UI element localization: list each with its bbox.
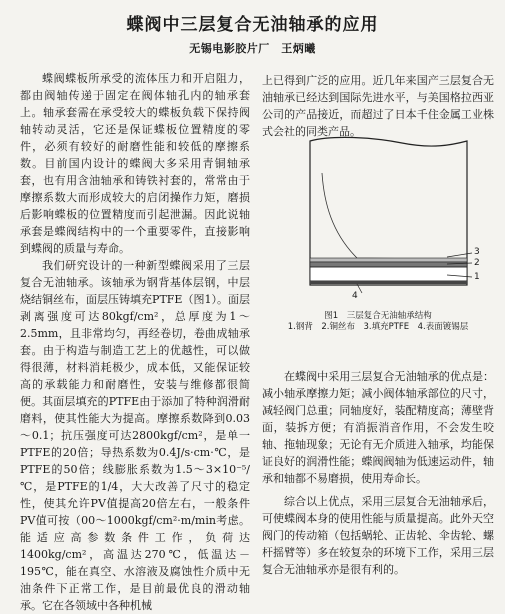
- layer-steel-back: [310, 267, 467, 281]
- figure-label-1: 1: [474, 272, 480, 282]
- article-title: 蝶阀中三层复合无油轴承的应用: [126, 15, 379, 35]
- figure-label-4: 4: [352, 291, 358, 301]
- figure-bearing-structure: [262, 133, 494, 343]
- article-authors: 无锡电影胶片厂 王炳曦: [189, 42, 316, 55]
- paragraph-design: 我们研究设计的一种新型蝶阀采用了三层复合无油轴承。该轴承为钢背基体层钢，中层烧结铜丝布，面层压铸填充PTFE（图1）。面层剥离强度可达80kgf/cm²，总厚度为1～2.5mm，且非常均匀，再经卷切，卷曲成轴承套。由于构造与制造工艺上的优越性，可以做得很薄，材料消耗极少，成本低，又能保证较高的承载能力和耐磨性，安装与维修都很简便。其面层填充的PTFE由于添加了特种润滑耐磨料，使其性能大为提高。摩擦系数降到0.03～0.1；抗压强度可达2800kgf/cm²，是单一PTFE的20倍；导热系数为0.4J/s·cm·℃，是PTFE的50倍；线膨胀系数为1.5～3×10⁻⁵/℃，是PTFE的1/4，大大改善了尺寸的稳定性，使其允许PV值提高20倍左右，一般条件PV值可按（00～1000kgf/cm²·m/min考虑。能适应高参数条件工作，负荷达1400kg/cm²，高温达270℃，低温达－195℃，能在真空、水溶液及腐蚀性介质中无油条件下正常工作，是目前最优良的滑动轴承。它在各领域中各种机械: [20, 259, 250, 612]
- bearing-cross-section-diagram: [262, 133, 494, 308]
- figure-caption-title: 图1 三层复合无油轴承结构: [324, 311, 432, 321]
- right-column-bottom: [262, 368, 494, 578]
- left-column: [20, 70, 250, 614]
- paragraph-continuation: 上已得到广泛的应用。近几年来国产三层复合无油轴承已经达到国际先进水平，与美国格拉西亚公司的产品接近，而超过了日本千住金属工业株式会社的同类产品。: [262, 74, 494, 138]
- figure-caption: [262, 311, 494, 333]
- figure-curve: [322, 173, 467, 259]
- layer-copper-mesh: [310, 262, 467, 267]
- layer-ptfe: [310, 258, 467, 262]
- figure-label-2: 2: [474, 258, 480, 268]
- layer-tin-plating: [310, 281, 467, 284]
- paragraph-intro: 蝶阀蝶板所承受的流体压力和开启阻力，都由阀轴传递于固定在阀体轴孔内的轴承套上。轴承套需在承受较大的蝶板负载下保持阀轴转动灵活，它还是保证蝶板位置精度的零件，必须有较好的耐磨性能和较低的摩擦系数。目前国内设计的蝶阀大多采用青铜轴承套，也有用含油轴承和铸铁衬套的，常常由于摩擦系数大而形成较大的启闭操作力矩，磨损后影响蝶板的位置精度而引起泄漏。因此说轴承套是蝶阀结构中的一个重要零件，直接影响到蝶阀的质量与寿命。: [20, 72, 250, 255]
- figure-label-3: 3: [474, 247, 480, 257]
- right-column-top: [262, 72, 494, 140]
- paragraph-advantages: 在蝶阀中采用三层复合无油轴承的优点是：减小轴承摩擦力矩；减小阀体轴承部位的尺寸，减轻阀门总重；同轴度好，装配精度高；薄壁背面，装拆方便；有消振消音作用，不会发生咬轴、拖轴现象；无论有无介质进入轴承，均能保证良好的润滑性能；蝶阀阀轴为低速运动件，轴承和轴都不易磨损，使用寿命长。: [262, 370, 494, 485]
- paragraph-conclusion: 综合以上优点，采用三层复合无油轴承后，可使蝶阀本身的使用性能与质量提高。此外天空阀门的传动箱（包括蜗轮、正齿轮、伞齿轮、螺杆摇臂等）多在较复杂的环境下工作，采用三层复合无油轴承亦是很有利的。: [262, 495, 494, 576]
- figure-caption-legend: 1.钢背 2.铜丝布 3.填充PTFE 4.表面镀锡层: [287, 322, 469, 332]
